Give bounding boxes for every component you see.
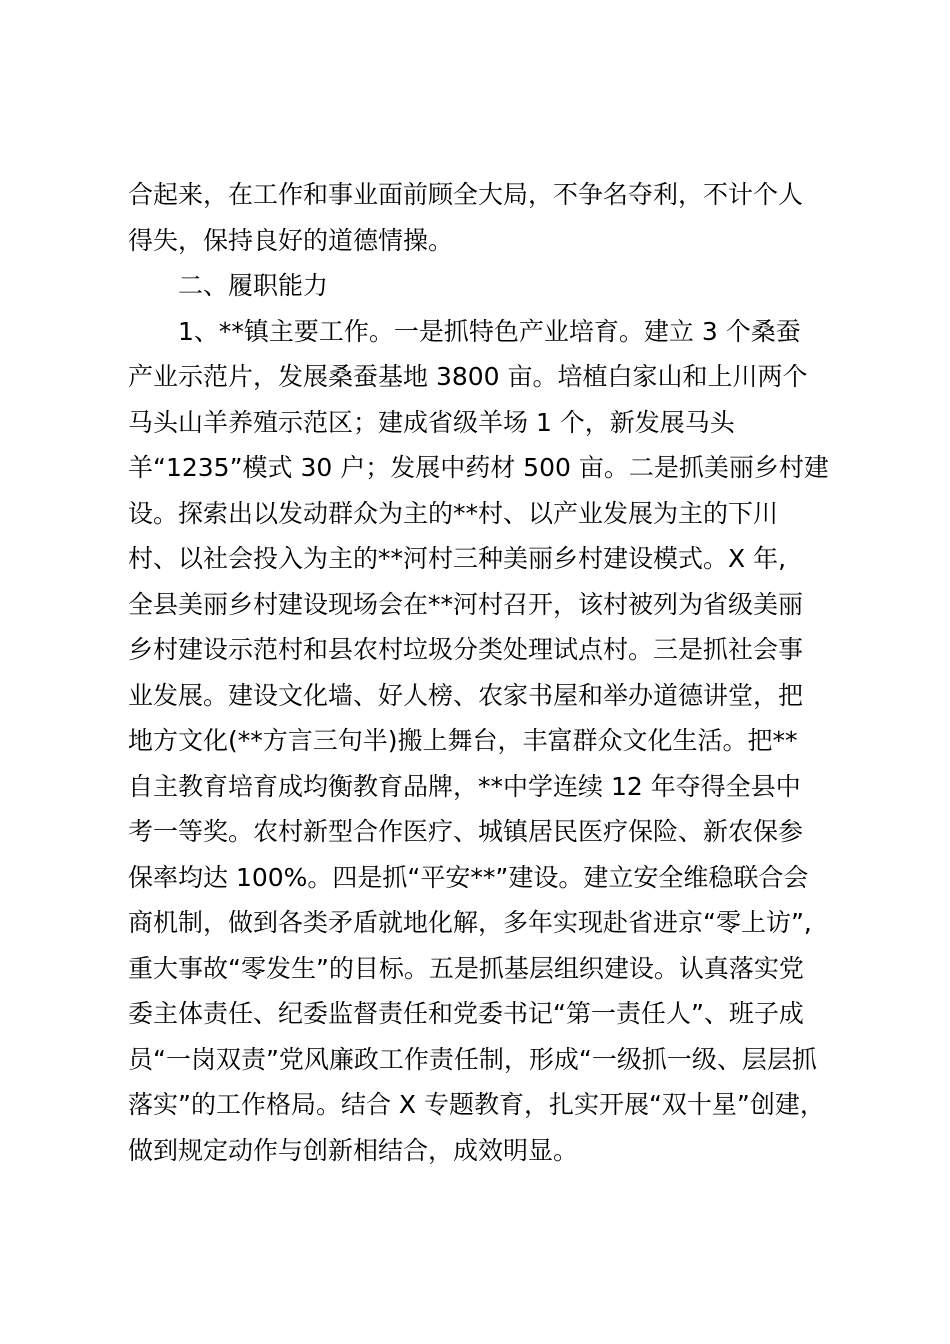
body-text: [128, 172, 833, 1173]
text-line: 商机制，做到各类矛盾就地化解，多年实现赴省进京“零上访”,: [128, 908, 812, 937]
text-line: 马头山羊养殖示范区；建成省级羊场 1 个，新发展马头: [128, 407, 735, 437]
text-line: 落实”的工作格局。结合 X 专题教育，扎实开展“双十星”创建，: [128, 1090, 825, 1119]
text-line: 全县美丽乡村建设现场会在**河村召开，该村被列为省级美丽: [128, 589, 804, 619]
text-line: 村、以社会投入为主的**河村三种美丽乡村建设模式。X 年,: [128, 544, 787, 573]
text-line: 自主教育培育成均衡教育品牌，**中学连续 12 年夺得全县中: [128, 771, 801, 801]
text-line: 地方文化(**方言三句半)搬上舞台，丰富群众文化生活。把**: [128, 726, 798, 755]
text-line: 委主体责任、纪委监督责任和党委书记“第一责任人”、班子成: [128, 999, 804, 1028]
text-line: 设。探索出以发动群众为主的**村、以产业发展为主的下川: [128, 498, 779, 528]
paragraph-first-line: 1、**镇主要工作。一是抓特色产业培育。建立 3 个桑蚕: [178, 316, 801, 346]
text-line: 产业示范片，发展桑蚕基地 3800 亩。培植白家山和上川两个: [128, 362, 808, 391]
text-line: 保率均达 100%。四是抓“平安**”建设。建立安全维稳联合会: [128, 862, 809, 892]
text-line: 员“一岗双责”党风廉政工作责任制，形成“一级抓一级、层层抓: [128, 1044, 817, 1074]
text-line: 业发展。建设文化墙、好人榜、农家书屋和举办道德讲堂，把: [128, 680, 804, 710]
text-line: 合起来，在工作和事业面前顾全大局，不争名夺利，不计个人: [128, 180, 804, 209]
text-line: 重大事故“零发生”的目标。五是抓基层组织建设。认真落实党: [128, 953, 804, 983]
text-line: 得失，保持良好的道德情操。: [128, 225, 454, 255]
text-line: 考一等奖。农村新型合作医疗、城镇居民医疗保险、新农保参: [128, 817, 804, 846]
text-line: 乡村建设示范村和县农村垃圾分类处理试点村。三是抓社会事: [128, 635, 804, 664]
text-line: 羊“1235”模式 30 户；发展中药材 500 亩。二是抓美丽乡村建: [128, 453, 829, 482]
text-line: 做到规定动作与创新相结合，成效明显。: [128, 1135, 579, 1165]
section-heading: 二、履职能力: [178, 271, 329, 300]
